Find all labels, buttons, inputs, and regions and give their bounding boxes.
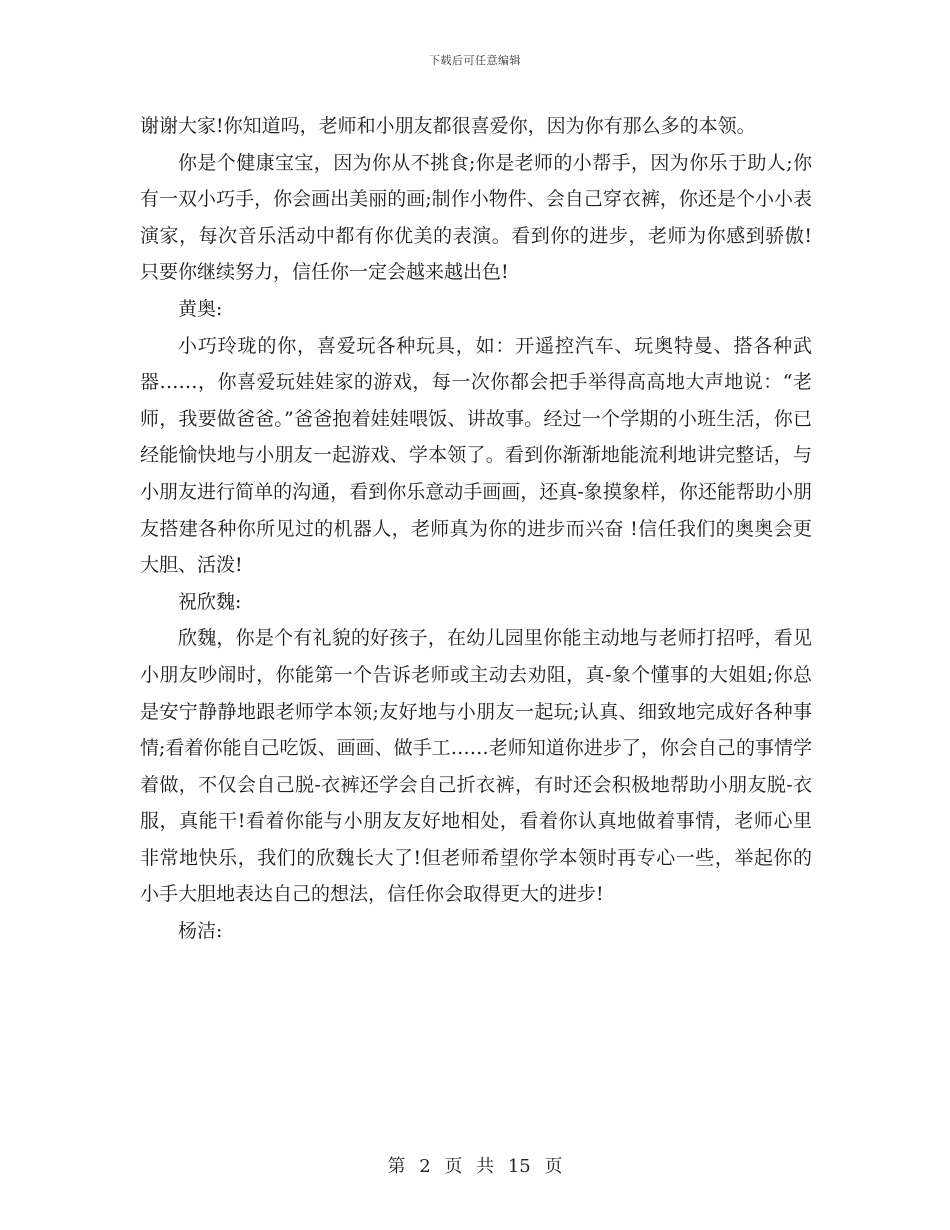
- paragraph-healthy-baby: 你是个健康宝宝，因为你从不挑食;你是老师的小帮手，因为你乐于助人;你有一双小巧手，你会画出美丽的画;制作小物件、会自己穿衣裤，你还是个小小表演家，每次音乐活动中都有你优美的表演。看到你的进步，老师为你感到骄傲!只要你继续努力，信任你一定会越来越出色!: [140, 151, 812, 284]
- student-name-yang-jie: 杨洁:: [178, 920, 223, 943]
- page-number-footer: 第 2 页 共 15 页: [387, 1156, 563, 1177]
- student-name-zhu-xinwei: 祝欣魏:: [178, 590, 242, 613]
- document-body: [140, 108, 812, 950]
- page-header-note: 下载后可任意编辑: [429, 54, 521, 67]
- paragraph-zhu-xinwei: 欣魏，你是个有礼貌的好孩子，在幼儿园里你能主动地与老师打招呼，看见小朋友吵闹时，你能第一个告诉老师或主动去劝阻，真-象个懂事的大姐姐;你总是安宁静静地跟老师学本领;友好地与小朋友一起玩;认真、细致地完成好各种事情;看着你能自己吃饭、画画、做手工……老师知道你进步了，你会自己的事情学着做，不仅会自己脱-衣裤还学会自己折衣裤，有时还会积极地帮助小朋友脱-衣服，真能干!看着你能与小朋友友好地相处，看着你认真地做着事情，老师心里非常地快乐，我们的欣魏长大了!但老师希望你学本领时再专心一些，举起你的小手大胆地表达自己的想法，信任你会取得更大的进步!: [140, 627, 812, 906]
- student-name-huang-ao: 黄奥:: [178, 297, 223, 320]
- paragraph-thanks: 谢谢大家!你知道吗，老师和小朋友都很喜爱你，因为你有那么多的本领。: [140, 115, 756, 137]
- paragraph-huang-ao: 小巧玲珑的你，喜爱玩各种玩具，如：开遥控汽车、玩奥特曼、搭各种武器……，你喜爱玩娃娃家的游戏，每一次你都会把手举得高高地大声地说：“老师，我要做爸爸。”爸爸抱着娃娃喂饭、讲故事。经过一个学期的小班生活，你已经能愉快地与小朋友一起游戏、学本领了。看到你渐渐地能流利地讲完整话，与小朋友进行简单的沟通，看到你乐意动手画画，还真-象摸象样，你还能帮助小朋友搭建各种你所见过的机器人，老师真为你的进步而兴奋 !信任我们的奥奥会更大胆、活泼!: [140, 334, 812, 577]
